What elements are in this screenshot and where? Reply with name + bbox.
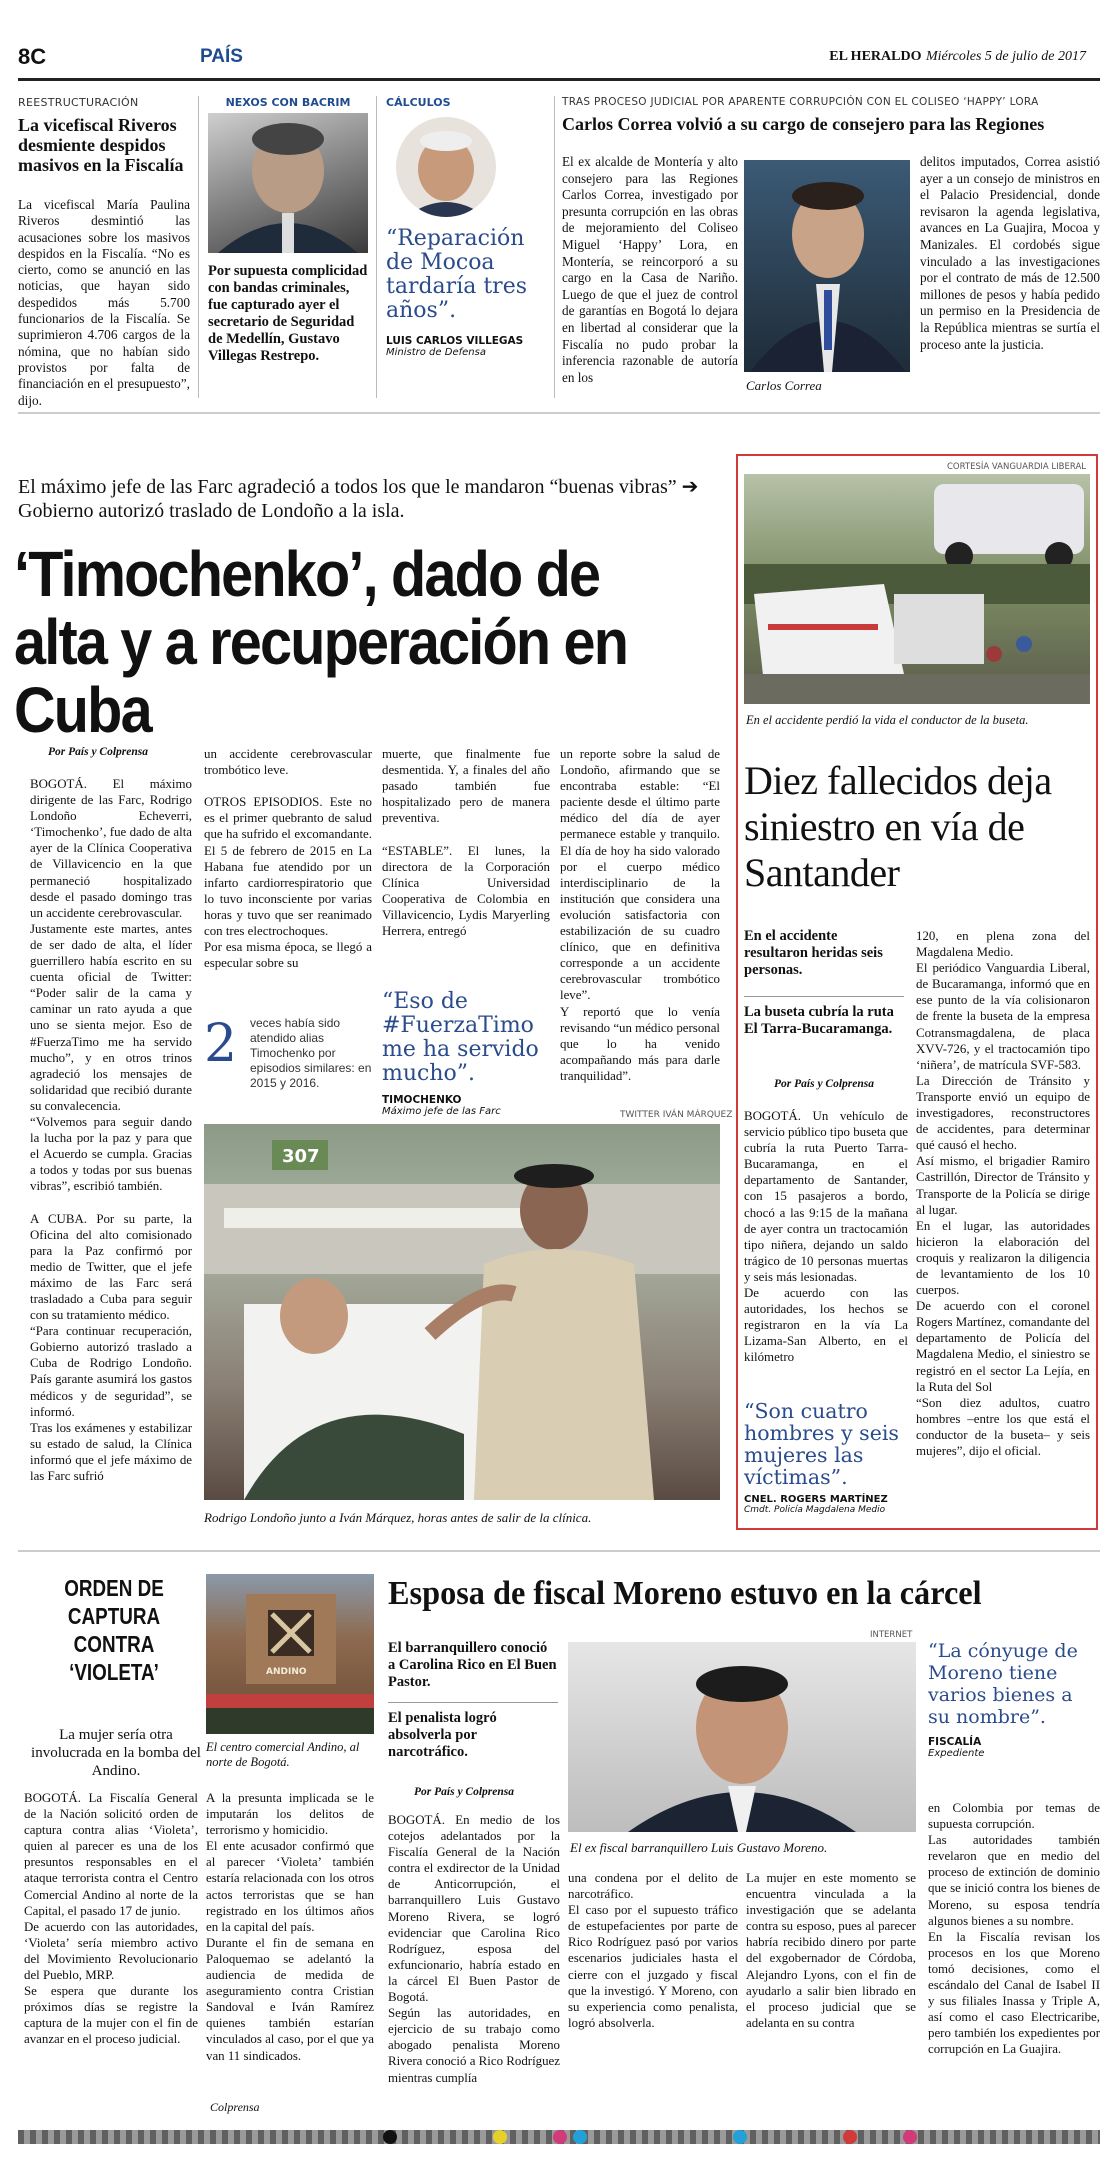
color-dots — [380, 2128, 940, 2146]
riveros-headline: La vicefiscal Riveros desmiente despidos masivos en la Fiscalía — [18, 115, 184, 175]
moreno-byline: Por País y Colprensa — [414, 1786, 514, 1798]
timochenko-col4: un reporte sobre la salud de Londoño, afirmando que se encontraba estable: “El paciente desde el último parte médico del día de ayer permanece estable y tranquilo. El día de hoy ha sido valorado por el cuerpo médico interdisciplinario de la institución que considera una evolución satisfactoria con estabilización de su cuadro clínico, que en definitiva corresponde a un accidente cerebrovascular trombótico leve”. Y reportó que lo venía revisando “un médico personal que lo ha venido acompañando más para darle tranquilidad”. — [560, 747, 721, 1083]
santander-byline: Por País y Colprensa — [774, 1078, 874, 1090]
timo-quote-role: Máximo jefe de las Farc — [382, 1106, 501, 1117]
page-number: 8C — [18, 44, 47, 69]
moreno-quote-author: FISCALÍA — [928, 1736, 982, 1748]
timochenko-deck — [18, 474, 718, 523]
timochenko-col3: muerte, que finalmente fue desmentida. Y, a finales del año pasado también fue hospitalizado pero de manera preventiva. “ESTABLE”. El lunes, la directora de la Corporación Clínica Universidad Cooperativa de Colombia en Villavicencio, Lydis Maryerling Herrera, entregó — [382, 747, 550, 939]
moreno-headline: Esposa de fiscal Moreno estuvo en la cárcel — [388, 1575, 982, 1612]
timo-quote: “Eso de #FuerzaTimo me ha servido mucho”. — [382, 989, 539, 1086]
santander-quote: “Son cuatro hombres y seis mujeres las víctimas”. — [744, 1399, 899, 1489]
timochenko-col1: BOGOTÁ. El máximo dirigente de las Farc, Rodrigo Londoño Echeverri, ‘Timochenko’, fue dado de alta ayer de la Clínica Cooperativa de Villavicencio en la que permaneció hospitalizado desde el pasado domingo tras un accidente cerebrovascular. Justamente este martes, antes de ser dado de alta, el líder guerrillero había escrito en su cuenta oficial de Twitter: “Poder salir de la cama y caminar un rato ayuda a que uno se sienta mejor. Eso de #FuerzaTimo me ha servido mucho”, y en otros trinos agradeció los mensajes de solidaridad que recibió durante su convalecencia. “Volvemos para seguir dando la lucha por la paz y para que el Acuerdo se cumpla. Gracias a todos y todas por sus buenas vibras”, escribió también. A CUBA. Por su parte, la Oficina del alto comisionado para la Paz confirmó por medio de Twitter, que el jefe máximo de las Farc será trasladado a Cuba para seguir con su tratamiento médico. “Para continuar recuperación, Gobierno autorizó traslado a Cuba de Rodrigo Londoño. País garante asumirá los gastos médicos y de seguridad”, se informó. Tras los exámenes y estabilizar su estado de salud, la Clínica informó que el jefe máximo de las Farc sufrió — [30, 777, 192, 1484]
deck-part-2: Gobierno autorizó traslado de Londoño a la isla. — [18, 500, 405, 522]
correa-kicker: TRAS PROCESO JUDICIAL POR APARENTE CORRUPCIÓN CON EL COLISEO ‘HAPPY’ LORA — [562, 96, 1039, 108]
moreno-quote-box — [928, 1640, 1100, 1759]
nexos-label: NEXOS CON BACRIM — [225, 96, 351, 109]
santander-headline: Diez fallecidos deja siniestro en vía de Santander — [744, 758, 1052, 895]
timochenko-byline: Por País y Colprensa — [48, 746, 148, 758]
calculos-label: CÁLCULOS — [386, 96, 451, 109]
timo-quote-author: TIMOCHENKO — [382, 1094, 462, 1106]
moreno-caption: El ex fiscal barranquillero Luis Gustavo Moreno. — [570, 1840, 828, 1855]
correa-figure — [744, 160, 910, 372]
santander-quote-role: Cmdt. Policía Magdalena Medio — [744, 1505, 886, 1515]
santander-summary-1: En el accidente resultaron heridas seis personas. — [744, 928, 883, 978]
santander-quote-box — [744, 1400, 908, 1515]
andino-scene — [206, 1574, 374, 1734]
vrule-3 — [554, 96, 555, 398]
moreno-summary-2: El penalista logró absolverla por narcotráfico. — [388, 1710, 497, 1760]
moreno-col4: en Colombia por temas de supuesta corrupción. Las autoridades también revelaron que en medio del proceso de extinción de dominio que se inició contra los bienes de Moreno, su esposa tendría algunos bienes a su nombre. En la Fiscalía revisan los procesos en los que Moreno tomó decisiones, como el escándalo del Canal de Isabel II y sus filiales Inassa y Triple A, así como el caso Electricaribe, pero también los expedientes por corrupción en La Guajira. — [928, 1801, 1100, 2057]
clinic-photo — [204, 1124, 720, 1500]
moreno-quote-role: Expediente — [928, 1748, 985, 1759]
stat-number: 2 — [204, 1014, 238, 1074]
minister-photo — [396, 117, 496, 217]
timo-photo-credit: TWITTER IVÁN MÁRQUEZ — [620, 1110, 733, 1120]
timochenko-col2: un accidente cerebrovascular trombótico leve. OTROS EPISODIOS. Este no es el primer quebranto de salud que ha sufrido el excomandante. El 5 de febrero de 2015 en La Habana fue atendido por un infarto cardiorrespiratorio que lo tuvo inconsciente por varias horas y tuvo que ser reanimado con tres electrochoques. Por esa misma época, se llegó a especular sobre su — [204, 747, 372, 971]
correa-col1: El ex alcalde de Montería y alto consejero para las Regiones Carlos Correa, investigado por presunta corrupción en las obras de mejoramiento del Coliseo Miguel ‘Happy’ Lora, en Montería, se reincorporó a su cargo en la Casa de Nariño. Luego de que el juez de control de garantías en Bogotá lo dejara en libertad al considerar que la Fiscalía no pudo probar la inferencia razonable de autoría en los — [562, 154, 738, 385]
santander-summary-2: La buseta cubría la ruta El Tarra-Bucaramanga. — [744, 1004, 894, 1037]
stat-box — [204, 1016, 372, 1091]
calculos-author: LUIS CARLOS VILLEGAS — [386, 335, 524, 347]
violeta-subhead: La mujer sería otra involucrada en la bomba del Andino. — [31, 1727, 201, 1779]
violeta-headline: ORDEN DE CAPTURA CONTRA ‘VIOLETA’ — [64, 1575, 164, 1685]
timochenko-headline: ‘Timochenko’, dado de alta y a recuperación en Cuba — [14, 538, 628, 746]
violeta-col1: BOGOTÁ. La Fiscalía General de la Nación solicitó orden de captura contra alias ‘Violeta’, quien al parecer es una de los presuntos responsables en el ataque terrorista contra el Centro Comercial Andino al norte de la Capital, el pasado 17 de junio. De acuerdo con las autoridades, ‘Violeta’ sería miembro activo del Movimiento Revolucionario del Pueblo, MRP. Se espera que durante los próximos días se registre la captura de la mujer con el fin de avanzar en el proceso judicial. — [24, 1791, 198, 2047]
moreno-photo-credit: INTERNET — [870, 1630, 913, 1640]
moreno-summary-rule — [388, 1702, 558, 1703]
accident-caption: En el accidente perdió la vida el conductor de la buseta. — [746, 713, 1029, 727]
moreno-quote: “La cónyuge de Moreno tiene varios bienes a su nombre”. — [928, 1640, 1078, 1728]
masthead — [829, 48, 1086, 65]
header-rule — [18, 78, 1100, 81]
nexos-text: Por supuesta complicidad con bandas criminales, fue capturado ayer el secretario de Seguridad de Medellín, Gustavo Villegas Restrepo. — [208, 263, 368, 364]
correa-article — [562, 96, 1100, 135]
riveros-article — [18, 96, 190, 409]
correa-headline: Carlos Correa volvió a su cargo de consejero para las Regiones — [562, 114, 1045, 134]
vrule-1 — [198, 96, 199, 398]
paper-name: EL HERALDO — [829, 49, 922, 64]
issue-date: Miércoles 5 de julio de 2017 — [925, 49, 1086, 64]
correa-col2: delitos imputados, Correa asistió ayer a un consejo de ministros en el Palacio Presidencial, donde revisaron la agenda legislativa, avances en La Guajira, Mocoa y Manizales. El cordobés sigue vinculado a las investigaciones por el contrato de más de 12.500 millones de pesos y había pedido un permiso en la Presidencia de la República mientras se surtía el proceso ante la justicia. — [920, 154, 1100, 352]
portrait-figure — [208, 113, 368, 253]
registration-dots — [380, 2128, 940, 2146]
correa-caption: Carlos Correa — [746, 378, 822, 393]
violeta-credit: Colprensa — [210, 2100, 260, 2114]
minister-figure — [396, 117, 496, 217]
santander-photo-credit: CORTESÍA VANGUARDIA LIBERAL — [947, 462, 1086, 472]
villegas-photo — [208, 113, 368, 253]
calculos-role: Ministro de Defensa — [386, 347, 486, 358]
deck-part-1: El máximo jefe de las Farc agradeció a todos los que le mandaron “buenas vibras” — [18, 476, 677, 498]
timo-quote-box — [382, 990, 572, 1117]
santander-col1: BOGOTÁ. Un vehículo de servicio público tipo buseta que cubría la ruta Puerto Tarra-Bucaramanga, en el departamento de Santander, con 15 pasajeros a bordo, chocó a las 9:15 de la mañana de ayer contra un tractocamión tipo niñera, dejando un saldo trágico de 10 personas muertas y seis más lesionadas. De acuerdo con las autoridades, los hechos se registraron en la vía La Lizama-San Alberto, en el kilómetro — [744, 1109, 908, 1365]
room-number: 307 — [282, 1146, 320, 1167]
moreno-figure — [568, 1642, 916, 1832]
accident-photo — [744, 474, 1090, 704]
top-section-rule — [18, 412, 1100, 414]
accident-scene — [744, 474, 1090, 704]
summary-rule — [744, 996, 904, 997]
correa-photo — [744, 160, 910, 372]
riveros-kicker: REESTRUCTURACIÓN — [18, 96, 139, 109]
clinic-scene — [204, 1124, 720, 1500]
nexos-box — [208, 96, 368, 365]
moreno-summary-1: El barranquillero conoció a Carolina Rico en El Buen Pastor. — [388, 1640, 557, 1690]
clinic-caption: Rodrigo Londoño junto a Iván Márquez, horas antes de salir de la clínica. — [204, 1510, 592, 1525]
santander-quote-author: CNEL. ROGERS MARTÍNEZ — [744, 1494, 888, 1505]
riveros-body: La vicefiscal María Paulina Riveros desmintió las acusaciones sobre los masivos despidos en la Fiscalía. “No es cierto, como se anunció en las noticias, que hayan sido despedidos más 5.700 funcionarios de la Fiscalía. Se suprimieron 4.706 cargos de la nómina, que no habían sido provistos por falta de financiación en el presupuesto”, dijo. — [18, 197, 190, 408]
moreno-col1: BOGOTÁ. En medio de los cotejos adelantados por la Fiscalía General de la Nación contra el exdirector de la Unidad de Anticorrupción, el barranquillero Luis Gustavo Moreno Rivera, se logró evidenciar que Carolina Rico Rodríguez, esposa del exfuncionario, habría estado en la cárcel El Buen Pastor de Bogotá. Según las autoridades, en ejercicio de su trabajo como abogado penalista Moreno Rivera conoció a Rico Rodríguez mientras cumplía — [388, 1813, 560, 2085]
arrow-icon: ➔ — [681, 474, 699, 498]
vrule-2 — [376, 96, 377, 398]
moreno-col2: una condena por el delito de narcotráfico. El caso por el supuesto tráfico de estupefacientes por parte de Rico Rodríguez pasó por varios escenarios judiciales hasta el cierre con el juzgado y fiscal que la investigó. Y Moreno, con su experiencia como penalista, logró absolverla. — [568, 1871, 738, 2030]
violeta-col2: A la presunta implicada se le imputarán los delitos de terrorismo y homicidio. El ente acusador confirmó que al parecer ‘Violeta’ también estaría relacionada con los otros actos terroristas que se han registrado en los últimos años en la capital del país. Durante el fin de semana en Paloquemao se adelantó la audiencia de medida de aseguramiento contra Cristian Sandoval e Iván Ramírez quienes también estarían vinculados al caso, por el que ya van 11 sindicados. — [206, 1791, 374, 2063]
calculos-quote: “Reparación de Mocoa tardaría tres años”. — [386, 226, 528, 323]
moreno-photo — [568, 1642, 916, 1832]
santander-col2: 120, en plena zona del Magdalena Medio. El periódico Vanguardia Liberal, de Bucaramanga, informó que en ese punto de la vía colisionaron de frente la buseta de la empresa Cotransmagdalena, de placa XVV-726, y el tractocamión tipo ‘niñera’, de matrícula SVF-583. La Dirección de Tránsito y Transporte envió un equipo de investigadores, reconstructores de accidentes, para determinar qué causó el hecho. Así mismo, el brigadier Ramiro Castrillón, Director de Tránsito y Transporte de la Policía se dirige al lugar. En el lugar, las autoridades hicieron la elaboración del croquis y realizaron la diligencia de levantamiento de los 10 cuerpos. De acuerdo con el coronel Rogers Martínez, comandante del departamento de Policía del Magdalena Medio, el siniestro se registró en el sector La Lejía, en la Ruta del Sol “Son diez adultos, cuatro hombres –entre los que está el conductor de la buseta– y seis mujeres”, dijo el oficial. — [916, 929, 1090, 1458]
andino-caption: El centro comercial Andino, al norte de Bogotá. — [206, 1740, 360, 1769]
moreno-col3: La mujer en este momento se encuentra vinculada a la investigación que se adelanta contra su esposo, pues al parecer habría recibido dinero por parte del exgobernador de Córdoba, Alejandro Lyons, con el fin de ayudarlo a salir bien librado en el proceso judicial que se adelanta en su contra — [746, 1871, 916, 2030]
mid-section-rule — [18, 1550, 1100, 1552]
calculos-box — [386, 96, 546, 358]
andino-photo — [206, 1574, 374, 1734]
andino-sign: ANDINO — [266, 1667, 307, 1677]
section-name: PAÍS — [200, 46, 243, 67]
stat-text: veces había sido atendido alias Timochenko por episodios similares: en 2015 y 2016. — [250, 1016, 372, 1090]
